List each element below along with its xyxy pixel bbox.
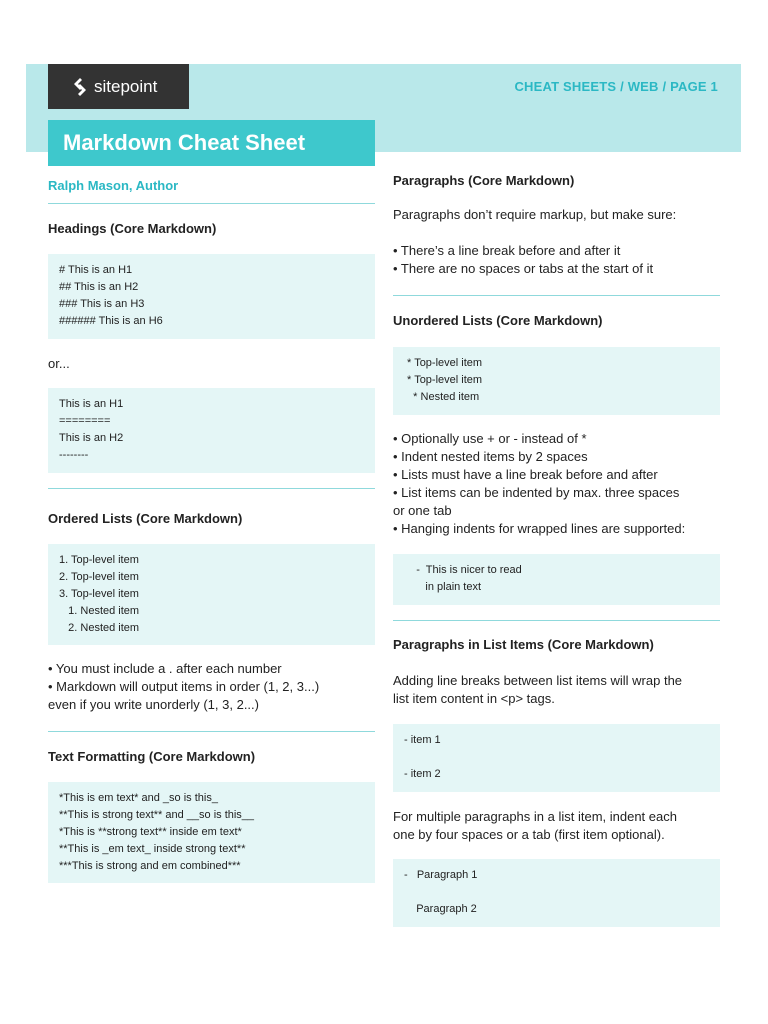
note-line: • Optionally use + or - instead of *	[393, 431, 587, 446]
note-line: one by four spaces or a tab (first item optional).	[393, 827, 665, 842]
code-line: This is an H2	[59, 432, 124, 444]
sitepoint-logo-icon	[72, 78, 88, 96]
headings-section-title: Headings (Core Markdown)	[48, 221, 217, 236]
divider	[48, 731, 375, 732]
list-paragraphs-intro	[393, 672, 720, 708]
code-line: # This is an H1	[59, 264, 133, 276]
note-line: • List items can be indented by max. three spaces	[393, 485, 680, 500]
code-line: 1. Top-level item	[59, 554, 139, 566]
unordered-section-title: Unordered Lists (Core Markdown)	[393, 313, 603, 328]
code-line: --------	[59, 449, 89, 461]
code-line: 2. Nested item	[59, 622, 140, 634]
page-title: Markdown Cheat Sheet	[48, 120, 375, 166]
divider	[48, 203, 375, 204]
headings-code-block	[48, 254, 375, 339]
code-line: - item 2	[404, 768, 441, 780]
divider	[48, 488, 375, 489]
code-line	[404, 884, 709, 901]
code-line: Paragraph 2	[404, 903, 477, 915]
paragraphs-section-title: Paragraphs (Core Markdown)	[393, 173, 575, 188]
list-paragraphs-section-title: Paragraphs in List Items (Core Markdown)	[393, 637, 654, 652]
code-line: - This is nicer to read	[404, 564, 522, 576]
ordered-section-title: Ordered Lists (Core Markdown)	[48, 511, 243, 526]
code-line: ========	[59, 415, 111, 427]
ordered-notes	[48, 660, 375, 714]
code-line: *This is em text* and _so is this_	[59, 792, 218, 804]
code-line: 3. Top-level item	[59, 588, 139, 600]
ordered-code-block	[48, 544, 375, 645]
divider	[393, 620, 720, 621]
code-line: ###### This is an H6	[59, 315, 163, 327]
sitepoint-logo[interactable]	[48, 64, 189, 109]
author-line: Ralph Mason, Author	[48, 178, 179, 193]
unordered-code-block	[393, 347, 720, 415]
code-line: ### This is an H3	[59, 298, 145, 310]
code-line: **This is strong text** and __so is this__	[59, 809, 255, 821]
formatting-code-block	[48, 782, 375, 883]
note-line: • Lists must have a line break before and after	[393, 467, 658, 482]
divider	[393, 295, 720, 296]
note-line: Adding line breaks between list items will wrap the	[393, 673, 683, 688]
hanging-indent-code-block	[393, 554, 720, 605]
code-line: ***This is strong and em combined***	[59, 860, 241, 872]
code-line: - Paragraph 1	[404, 869, 478, 881]
multiple-paragraphs-intro	[393, 808, 720, 844]
paragraphs-intro: Paragraphs don’t require markup, but make sure:	[393, 207, 677, 222]
breadcrumb: CHEAT SHEETS / WEB / PAGE 1	[514, 79, 718, 94]
note-line: • There are no spaces or tabs at the start of it	[393, 261, 654, 276]
note-line: or one tab	[393, 503, 452, 518]
code-line: 2. Top-level item	[59, 571, 139, 583]
note-line: • Hanging indents for wrapped lines are supported:	[393, 521, 686, 536]
note-line: • Markdown will output items in order (1, 2, 3...)	[48, 679, 320, 694]
code-line: This is an H1	[59, 398, 124, 410]
or-text: or...	[48, 356, 70, 371]
code-line: * Top-level item	[404, 374, 483, 386]
unordered-notes	[393, 430, 720, 538]
code-line: in plain text	[404, 581, 482, 593]
note-line: • You must include a . after each number	[48, 661, 282, 676]
code-line: *This is **strong text** inside em text*	[59, 826, 242, 838]
note-line: For multiple paragraphs in a list item, indent each	[393, 809, 677, 824]
note-line: • Indent nested items by 2 spaces	[393, 449, 588, 464]
logo-text: sitepoint	[94, 76, 158, 96]
code-line	[404, 749, 709, 766]
code-line: * Nested item	[404, 391, 480, 403]
setext-code-block	[48, 388, 375, 473]
list-items-code-block	[393, 724, 720, 792]
formatting-section-title: Text Formatting (Core Markdown)	[48, 749, 256, 764]
note-line: • There’s a line break before and after it	[393, 243, 621, 258]
note-line: list item content in <p> tags.	[393, 691, 555, 706]
code-line: - item 1	[404, 734, 441, 746]
note-line: even if you write unorderly (1, 3, 2...)	[48, 697, 259, 712]
code-line: * Top-level item	[404, 357, 483, 369]
multiple-paragraphs-code-block	[393, 859, 720, 927]
paragraphs-notes	[393, 242, 720, 278]
code-line: **This is _em text_ inside strong text**	[59, 843, 246, 855]
code-line: ## This is an H2	[59, 281, 139, 293]
code-line: 1. Nested item	[59, 605, 140, 617]
